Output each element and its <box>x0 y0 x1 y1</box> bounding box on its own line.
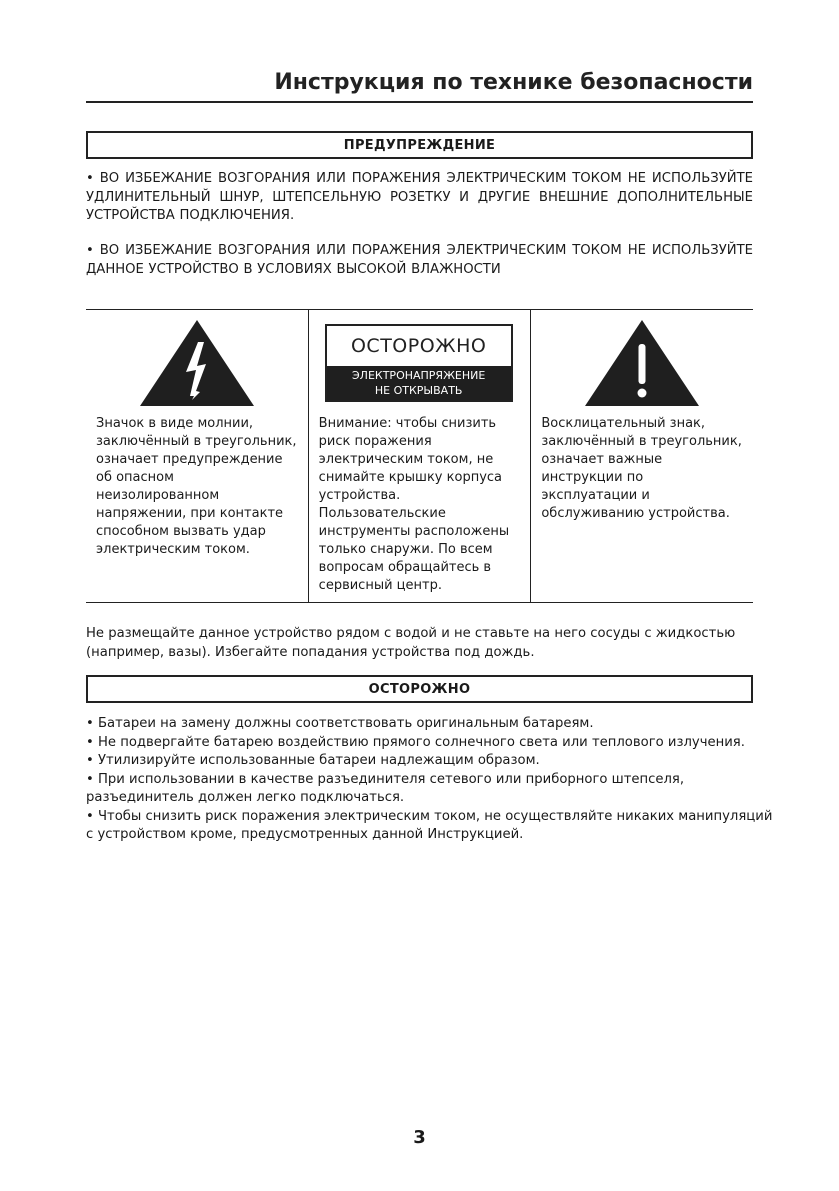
exclamation-cell <box>530 310 753 602</box>
lightning-description: Значок в виде молнии, заключённый в треугольник, означает предупреждение об опасном неизолированном напряжении, при контакте способном вызвать удар электрическим током. <box>96 416 297 557</box>
list-item: • Батареи на замену должны соответствовать оригинальным батареям. <box>86 716 594 731</box>
caution-label <box>325 324 513 402</box>
warning-paragraph-2: • ВО ИЗБЕЖАНИЕ ВОЗГОРАНИЯ ИЛИ ПОРАЖЕНИЯ ЭЛЕКТРИЧЕСКИМ ТОКОМ НЕ ИСПОЛЬЗУЙТЕ ДАННОЕ УСТРОЙСТВО В УСЛОВИЯХ ВЫСОКОЙ ВЛАЖНОСТИ <box>86 243 753 277</box>
list-item: разъединитель должен легко подключаться. <box>86 790 405 805</box>
caution-label-title: ОСТОРОЖНО <box>350 335 487 357</box>
warning-heading: ПРЕДУПРЕЖДЕНИЕ <box>86 131 753 159</box>
caution-label-line-2: НЕ ОТКРЫВАТЬ <box>374 384 463 397</box>
lightning-warning-icon <box>140 320 254 410</box>
lightning-cell <box>86 310 308 602</box>
page-title: Инструкция по технике безопасности <box>274 70 753 95</box>
caution-label-subtitle <box>327 366 511 400</box>
title-divider <box>86 101 753 103</box>
list-item: с устройством кроме, предусмотренных данной Инструкцией. <box>86 827 524 842</box>
list-item: • При использовании в качестве разъединителя сетевого или приборного штепселя, <box>86 771 685 787</box>
caution-cell <box>308 310 531 602</box>
exclamation-warning-icon <box>585 320 699 410</box>
caution-list <box>86 715 773 845</box>
caution-description: Внимание: чтобы снизить риск поражения электрическим током, не снимайте крышку корпуса устройства. Пользовательские инструменты расположены только снаружи. По всем вопросам обращайтесь в сервисный центр. <box>318 416 510 593</box>
caution-heading: ОСТОРОЖНО <box>86 675 753 703</box>
water-note: Не размещайте данное устройство рядом с водой и не ставьте на него сосуды с жидкостью (например, вазы). Избегайте попадания устройства под дождь. <box>86 626 736 660</box>
list-item: • Чтобы снизить риск поражения электрическим током, не осуществляйте никаких манипуляций <box>86 808 773 824</box>
exclamation-description: Восклицательный знак, заключённый в треугольник, означает важные инструкции по эксплуатации и обслуживанию устройства. <box>541 416 742 521</box>
warning-paragraph-1: • ВО ИЗБЕЖАНИЕ ВОЗГОРАНИЯ ИЛИ ПОРАЖЕНИЯ ЭЛЕКТРИЧЕСКИМ ТОКОМ НЕ ИСПОЛЬЗУЙТЕ УДЛИНИТЕЛЬНЫЙ ШНУР, ШТЕПСЕЛЬНУЮ РОЗЕТКУ И ДРУГИЕ ВНЕШНИЕ ДОПОЛНИТЕЛЬНЫЕ УСТРОЙСТВА ПОДКЛЮЧЕНИЯ. <box>86 171 753 223</box>
caution-label-line-1: ЭЛЕКТРОНАПРЯЖЕНИЕ <box>352 369 486 382</box>
list-item: • Утилизируйте использованные батареи надлежащим образом. <box>86 753 540 768</box>
page-number: 3 <box>413 1127 426 1148</box>
safety-symbols-table <box>86 309 753 603</box>
list-item: • Не подвергайте батарею воздействию прямого солнечного света или теплового излучения. <box>86 734 745 750</box>
